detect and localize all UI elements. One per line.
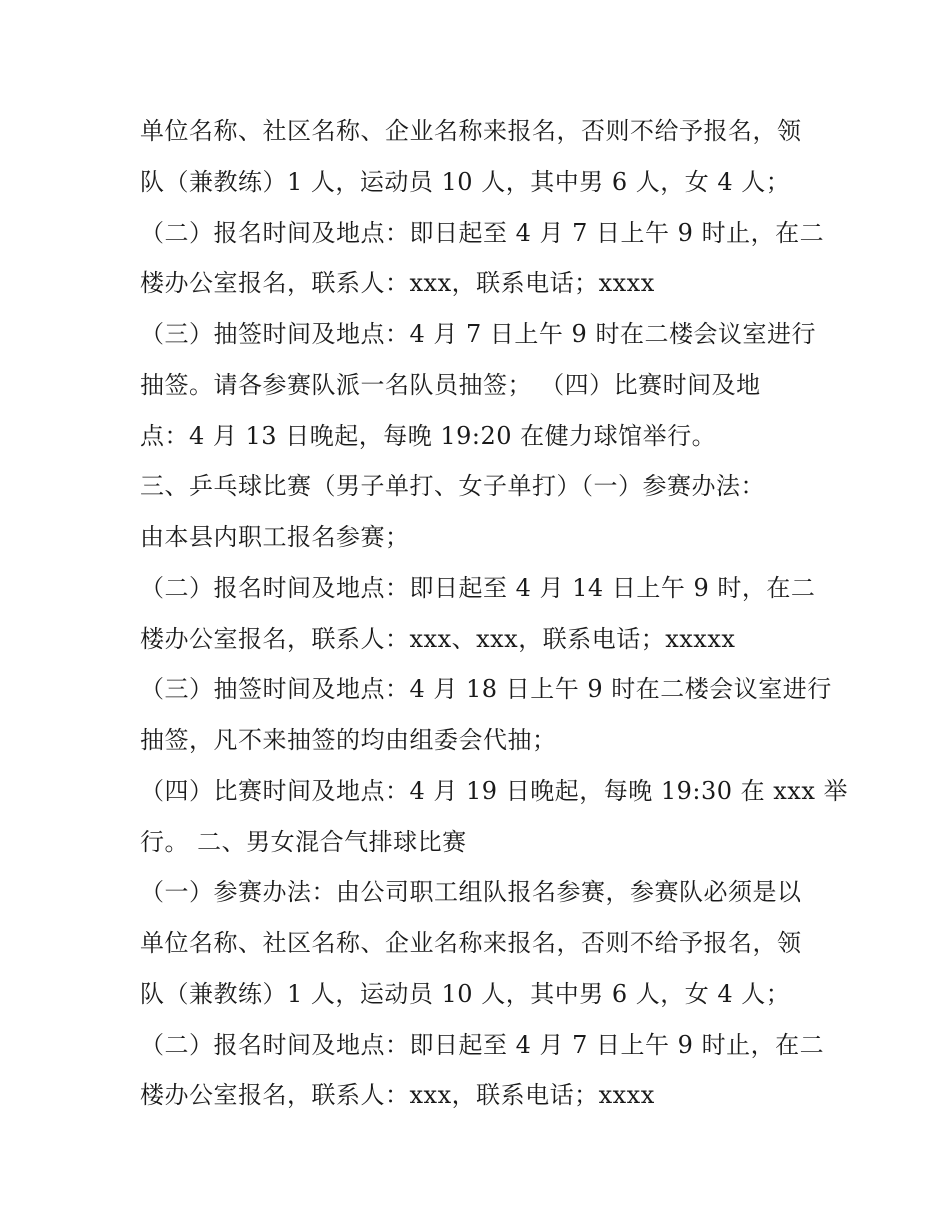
text-line: 点：4 月 13 日晚起，每晚 19:20 在健力球馆举行。: [140, 421, 717, 450]
text-line: 队（兼教练）1 人，运动员 10 人，其中男 6 人，女 4 人；: [140, 979, 791, 1008]
text-line: （二）报名时间及地点：即日起至 4 月 7 日上午 9 时止，在二: [140, 218, 825, 247]
text-line: 楼办公室报名，联系人：xxx，联系电话；xxxx: [140, 1081, 655, 1110]
text-line: 由本县内职工报名参赛；: [140, 523, 410, 551]
text-line: 三、乒乓球比赛（男子单打、女子单打）（一）参赛办法：: [140, 472, 765, 501]
text-line: 单位名称、社区名称、企业名称来报名，否则不给予报名，领: [140, 929, 802, 957]
text-line: （二）报名时间及地点：即日起至 4 月 14 日上午 9 时，在二: [140, 573, 816, 602]
text-line: 楼办公室报名，联系人：xxx、xxx，联系电话；xxxxx: [140, 624, 736, 653]
text-line: （四）比赛时间及地点：4 月 19 日晚起，每晚 19:30 在 xxx 举: [140, 776, 848, 805]
text-line: （二）报名时间及地点：即日起至 4 月 7 日上午 9 时止，在二: [140, 1030, 825, 1059]
text-line: （三）抽签时间及地点：4 月 7 日上午 9 时在二楼会议室进行: [140, 320, 816, 348]
text-line: 行。 二、男女混合气排球比赛: [140, 827, 467, 856]
text-line: 楼办公室报名，联系人：xxx，联系电话；xxxx: [140, 269, 655, 298]
document-body: [140, 106, 848, 1121]
text-line: 抽签。请各参赛队派一名队员抽签； （四）比赛时间及地: [140, 370, 761, 399]
text-line: （三）抽签时间及地点：4 月 18 日上午 9 时在二楼会议室进行: [140, 675, 832, 704]
text-line: （一）参赛办法：由公司职工组队报名参赛，参赛队必须是以: [140, 878, 802, 907]
text-line: 队（兼教练）1 人，运动员 10 人，其中男 6 人，女 4 人；: [140, 167, 791, 196]
text-line: 抽签，凡不来抽签的均由组委会代抽；: [140, 726, 557, 754]
text-line: 单位名称、社区名称、企业名称来报名，否则不给予报名，领: [140, 117, 802, 145]
